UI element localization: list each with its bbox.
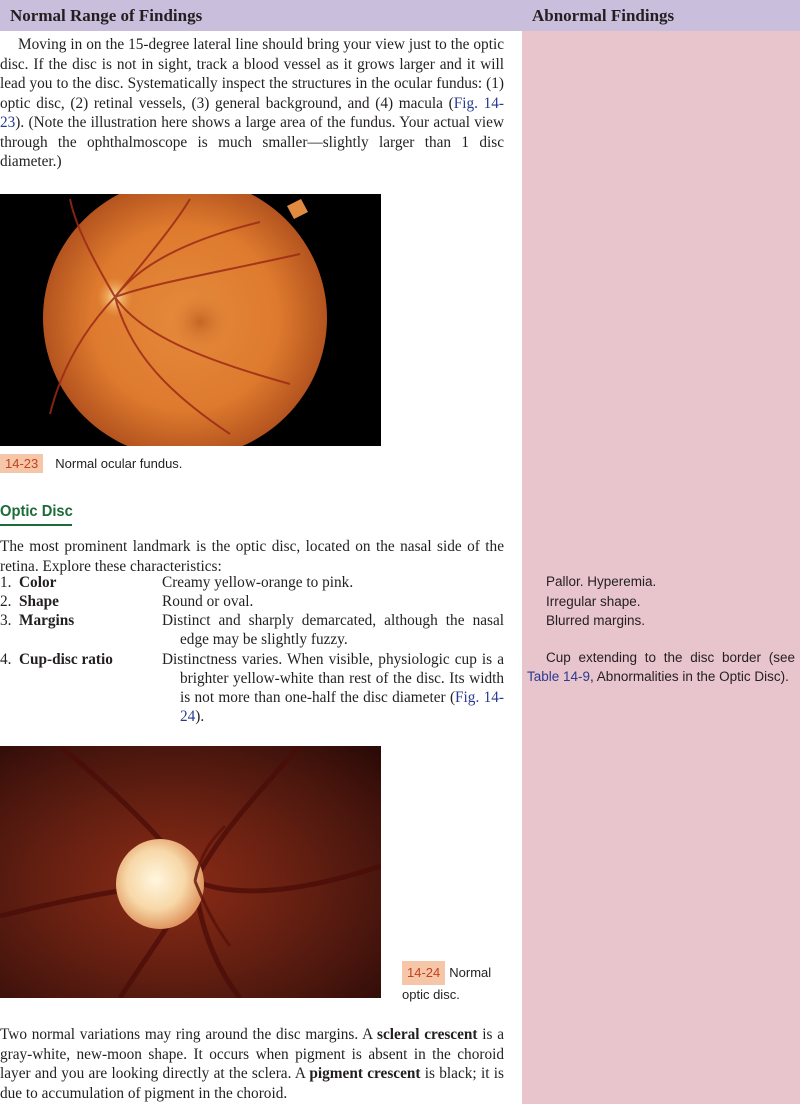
item-label: Cup-disc ratio — [19, 651, 113, 668]
item-label: Margins — [19, 612, 75, 629]
fig-14-23-link[interactable]: Fig. 14-23 — [0, 94, 505, 131]
abnormal-findings-heading: Abnormal Findings — [532, 6, 675, 25]
cup-desc-b: ). — [195, 708, 205, 725]
crescent-text-b: is a gray-white, new-moon shape. It occurs when pigment is absent in the choroid layer and you are looking directly at the sclera. A — [0, 1026, 504, 1082]
item-desc: Creamy yellow-orange to pink. — [162, 574, 354, 591]
figure-14-23-caption-text: Normal ocular fundus. — [55, 456, 183, 471]
fig-14-24-link[interactable]: Fig. 14-24 — [180, 689, 504, 725]
item-desc: Round or oval. — [162, 593, 254, 610]
scleral-crescent-term: scleral crescent — [377, 1026, 478, 1043]
abnormal-cup — [527, 648, 795, 686]
figure-14-24-label: 14-24 — [402, 961, 445, 985]
optic-disc-intro: The most prominent landmark is the optic disc, located on the nasal side of the retina. Explore these characteristics: — [0, 538, 504, 575]
table-14-9-link[interactable]: Table 14-9 — [527, 669, 591, 684]
fundus-illustration — [0, 194, 381, 446]
crescent-text-a: Two normal variations may ring around the disc margins. A — [0, 1026, 378, 1043]
item-desc-text — [162, 650, 504, 726]
optic-disc-illustration — [0, 746, 381, 998]
item-label: Color — [19, 574, 57, 591]
abnormal-color: Pallor. Hyperemia. — [546, 574, 657, 589]
item-number: 4. — [0, 651, 12, 668]
abnormal-margins: Blurred margins. — [546, 613, 646, 628]
normal-findings-heading: Normal Range of Findings — [10, 6, 203, 25]
crescent-text-c: is black; it is due to accumulation of pigment in the choroid. — [0, 1065, 504, 1102]
figure-14-23-caption — [0, 454, 182, 473]
intro-text-a: Moving in on the 15-degree lateral line should bring your view just to the optic disc. If the disc is not in sight, track a blood vessel as it grows larger and it will lead you to the disc. Systematically inspect the structures in the ocular fundus: (1) optic disc, (2) retinal vessels, (3) general background, and (4) macula ( — [0, 36, 504, 112]
figure-14-24-caption — [402, 961, 514, 1005]
pigment-crescent-term: pigment crescent — [309, 1065, 421, 1082]
item-desc — [162, 611, 504, 649]
cup-desc-a: Distinctness varies. When visible, physiologic cup is a brighter yellow-white than rest of the disc. Its width is not more than one-half the disc diameter ( — [162, 651, 504, 706]
item-number: 2. — [0, 593, 12, 610]
fundus-photo — [0, 194, 381, 446]
abnormal-cup-b: , Abnormalities in the Optic Disc). — [590, 669, 789, 684]
figure-14-24-caption-text: Normal optic disc. — [402, 965, 492, 1002]
abnormal-cup-a: Cup extending to the disc border (see — [546, 650, 795, 665]
crescent-paragraph — [0, 1025, 504, 1103]
item-number: 3. — [0, 612, 12, 629]
optic-disc-photo — [0, 746, 381, 998]
intro-paragraph — [0, 35, 504, 172]
item-desc — [162, 650, 504, 726]
abnormal-findings-column — [522, 31, 800, 1104]
item-desc-text: Distinct and sharply demarcated, although the nasal edge may be slightly fuzzy. — [162, 612, 504, 648]
abnormal-shape: Irregular shape. — [546, 594, 641, 609]
section-rule — [0, 524, 72, 526]
page-header — [0, 0, 800, 31]
item-label: Shape — [19, 593, 59, 610]
figure-14-23-label: 14-23 — [0, 454, 43, 473]
item-number: 1. — [0, 574, 12, 591]
intro-text-b: ). (Note the illustration here shows a large area of the fundus. Your actual view through the ophthalmoscope is much smaller—slightly larger than 1 disc diameter.) — [0, 114, 504, 170]
optic-disc-heading: Optic Disc — [0, 503, 73, 520]
